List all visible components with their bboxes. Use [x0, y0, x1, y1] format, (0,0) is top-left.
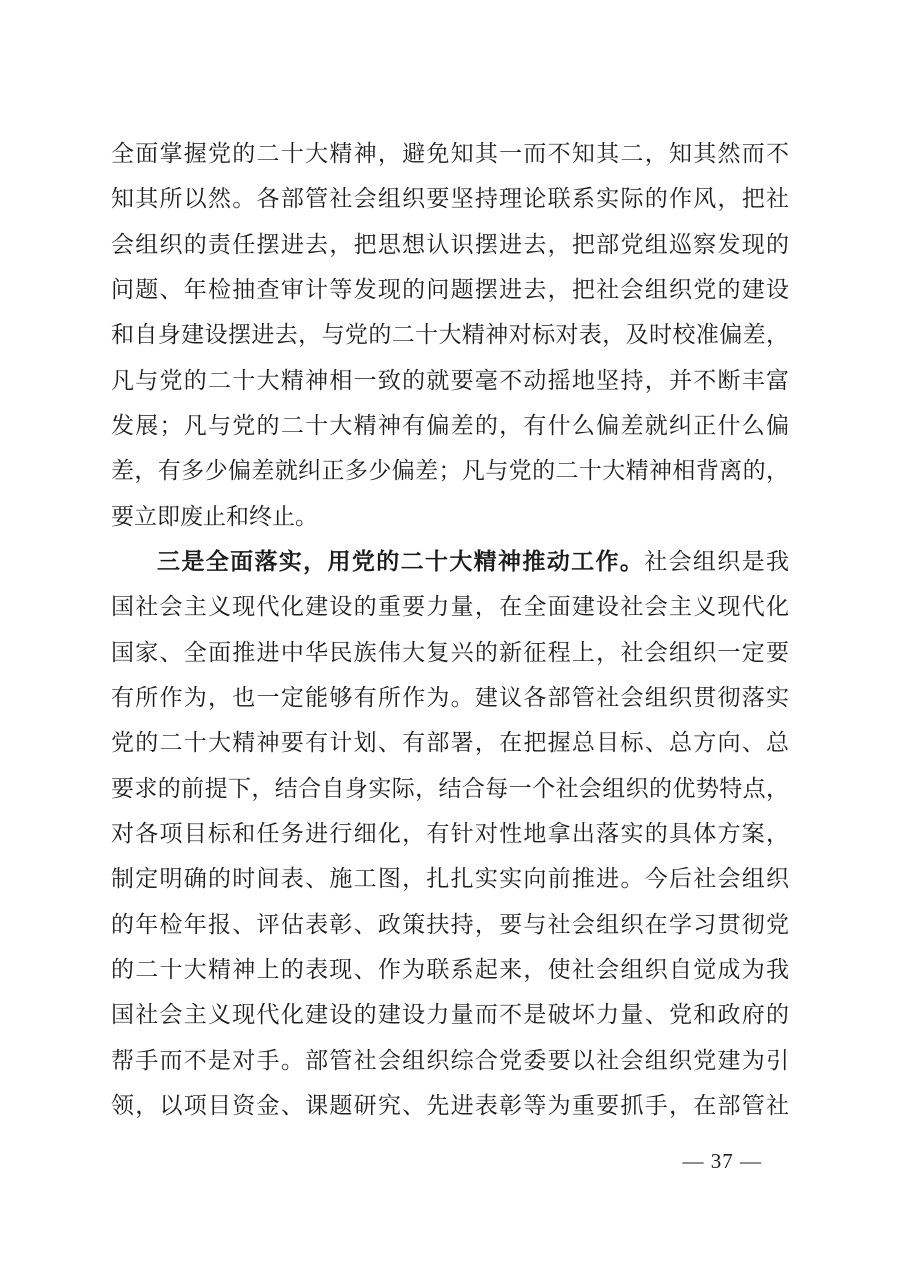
- body-text: 领，以项目资金、课题研究、先进表彰等为重要抓手，在部管社: [111, 1092, 789, 1118]
- text-line: [111, 312, 789, 357]
- page-footer: [683, 1146, 763, 1176]
- text-line: [111, 267, 789, 312]
- text-line: [111, 176, 789, 221]
- body-text: 的年检年报、评估表彰、政策扶持，要与社会组织在学习贯彻党: [111, 911, 789, 937]
- body-text: 要立即废止和终止。: [111, 503, 318, 529]
- body-text: 发展；凡与党的二十大精神有偏差的，有什么偏差就纠正什么偏: [111, 412, 789, 438]
- text-line: [111, 1083, 789, 1128]
- text-line: [111, 539, 789, 584]
- body-text: 会组织的责任摆进去，把思想认识摆进去，把部党组巡察发现的: [111, 231, 789, 257]
- body-text: 对各项目标和任务进行细化，有针对性地拿出落实的具体方案，: [111, 820, 789, 846]
- text-line: [111, 720, 789, 765]
- body-text: 国社会主义现代化建设的建设力量而不是破坏力量、党和政府的: [111, 1002, 789, 1028]
- body-text: 要求的前提下，结合自身实际，结合每一个社会组织的优势特点，: [111, 775, 789, 801]
- body-text: 党的二十大精神要有计划、有部署，在把握总目标、总方向、总: [111, 730, 789, 756]
- text-line: [111, 584, 789, 629]
- text-line: [111, 358, 789, 403]
- body-text: 知其所以然。各部管社会组织要坚持理论联系实际的作风，把社: [111, 186, 789, 212]
- text-line: [111, 403, 789, 448]
- body-text: 帮手而不是对手。部管社会组织综合党委要以社会组织党建为引: [111, 1047, 789, 1073]
- document-body: [111, 131, 789, 1128]
- paragraph: [111, 539, 789, 1128]
- text-line: [111, 494, 789, 539]
- body-text: 差，有多少偏差就纠正多少偏差；凡与党的二十大精神相背离的，: [111, 458, 789, 484]
- body-text: 国家、全面推进中华民族伟大复兴的新征程上，社会组织一定要: [111, 639, 789, 665]
- body-text: 社会组织是我: [644, 548, 789, 574]
- text-line: [111, 856, 789, 901]
- body-text: 凡与党的二十大精神相一致的就要毫不动摇地坚持，并不断丰富: [111, 367, 789, 393]
- body-text: 制定明确的时间表、施工图，扎扎实实向前推进。今后社会组织: [111, 866, 789, 892]
- text-line: [111, 630, 789, 675]
- text-line: [111, 902, 789, 947]
- text-line: [111, 992, 789, 1037]
- text-line: [111, 448, 789, 493]
- body-text: 问题、年检抽查审计等发现的问题摆进去，把社会组织党的建设: [111, 276, 789, 302]
- text-line: [111, 1038, 789, 1083]
- body-text: 和自身建设摆进去，与党的二十大精神对标对表，及时校准偏差，: [111, 322, 789, 348]
- body-text: 的二十大精神上的表现、作为联系起来，使社会组织自觉成为我: [111, 956, 789, 982]
- paragraph: [111, 131, 789, 539]
- text-line: [111, 811, 789, 856]
- body-text: 全面掌握党的二十大精神，避免知其一而不知其二，知其然而不: [111, 141, 789, 166]
- text-line: [111, 222, 789, 267]
- body-text: 国社会主义现代化建设的重要力量，在全面建设社会主义现代化: [111, 594, 789, 620]
- page-number: — 37 —: [682, 1149, 762, 1173]
- body-text: 有所作为，也一定能够有所作为。建议各部管社会组织贯彻落实: [111, 684, 789, 710]
- paragraph-lead-bold: 三是全面落实，用党的二十大精神推动工作。: [157, 548, 645, 574]
- text-line: [111, 766, 789, 811]
- text-line: [111, 947, 789, 992]
- text-line: [111, 675, 789, 720]
- text-line: [111, 131, 789, 176]
